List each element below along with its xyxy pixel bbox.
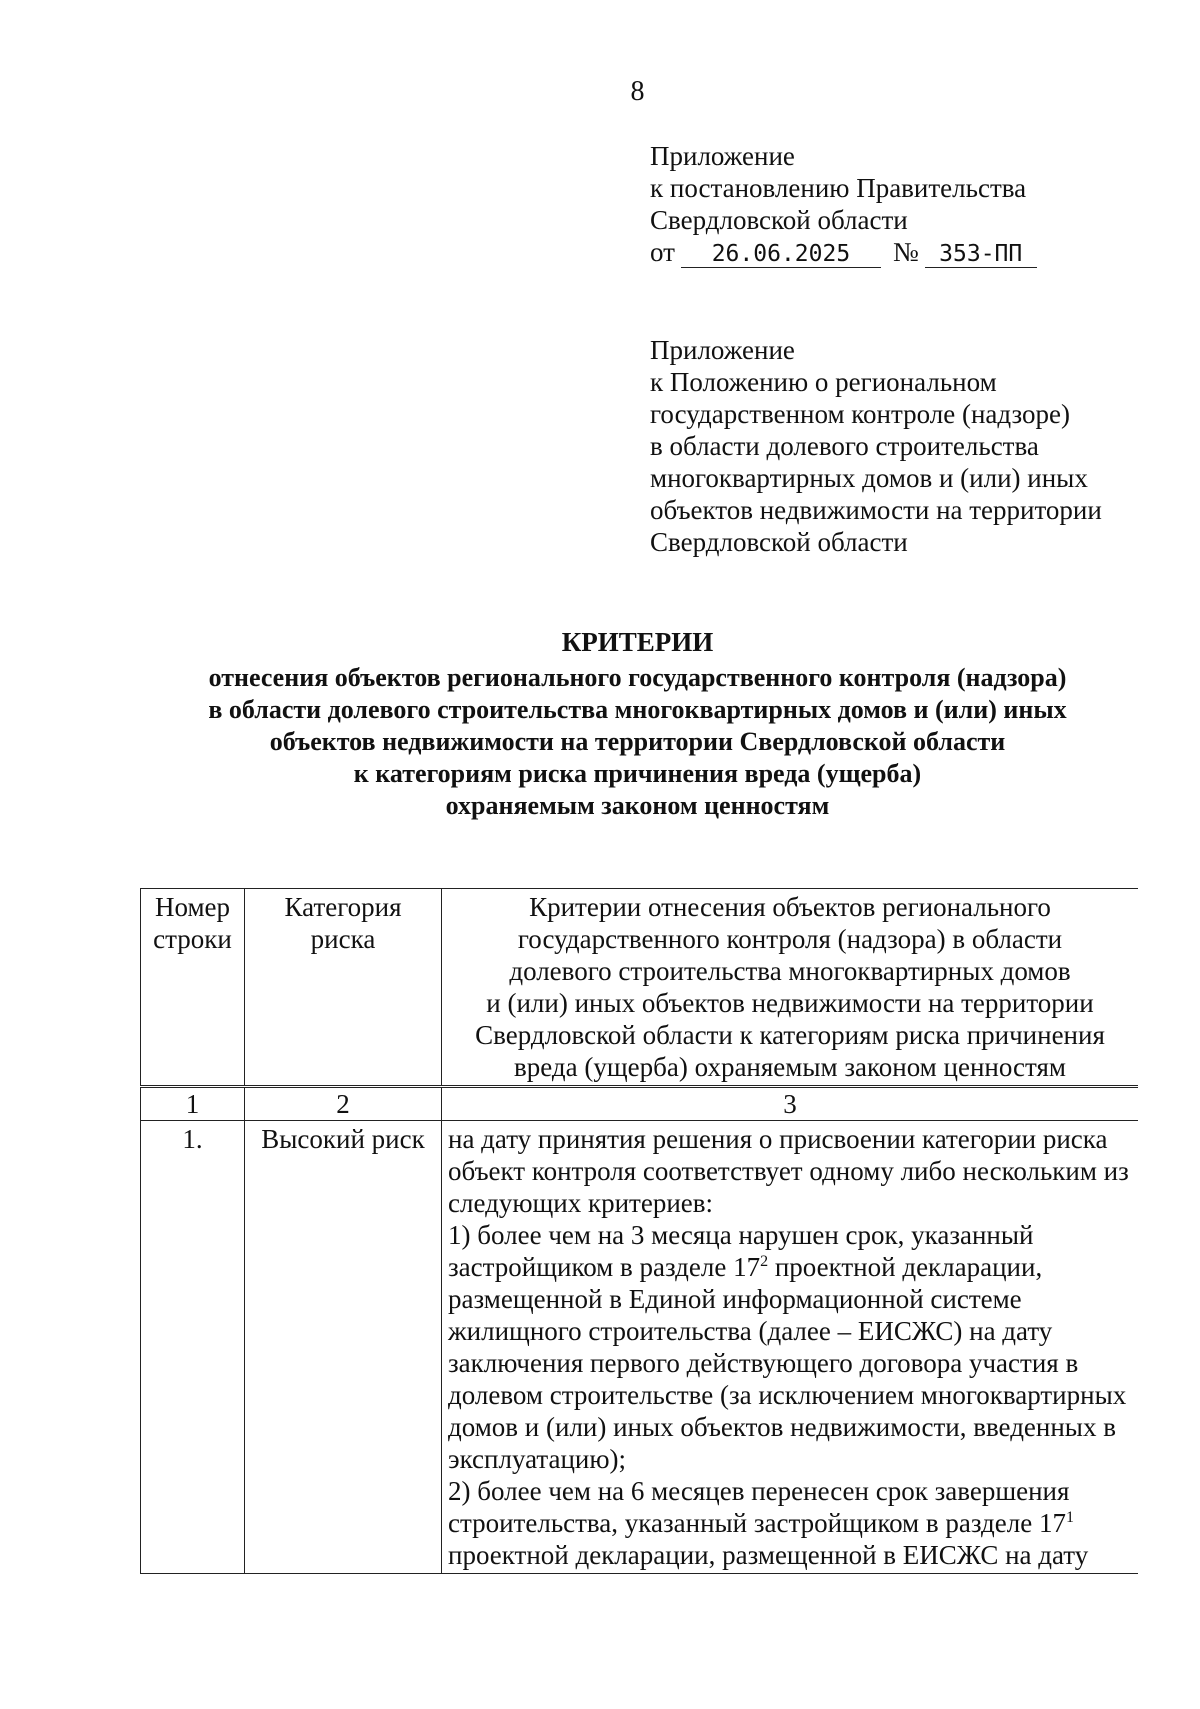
risk-category: Высокий риск: [245, 1121, 442, 1574]
criteria-text-part: проектной декларации, размещенной в Единой информационной системе жилищного строительства (далее – ЕИСЖС) на дату заключения первого действующего договора участия в долевом строительстве (за исключением многоквартирных домов и (или) иных объектов недвижимости, введенных в эксплуатацию);: [448, 1252, 1127, 1474]
number-sign: №: [892, 237, 919, 267]
section-superscript: 1: [1065, 1509, 1074, 1526]
table-row: [141, 1121, 1139, 1574]
title-line: в области долевого строительства многоквартирных домов и (или) иных: [208, 695, 1067, 724]
title-main: КРИТЕРИИ: [561, 627, 714, 657]
criteria-table-wrapper: [140, 888, 1138, 1593]
appendix-line: к Положению о региональном: [650, 367, 997, 397]
row-number: 1.: [141, 1121, 245, 1574]
appendix-line: Свердловской области: [650, 527, 908, 557]
column-number: 3: [442, 1087, 1139, 1121]
criteria-text: [442, 1121, 1139, 1574]
header-line: Свердловской области к категориям риска причинения: [475, 1020, 1105, 1050]
header-criteria: [442, 889, 1139, 1087]
title-line: охраняемым законом ценностям: [445, 791, 830, 820]
appendix-line: объектов недвижимости на территории: [650, 495, 1102, 525]
resolution-number: 353-ПП: [925, 241, 1037, 268]
header-line: вреда (ущерба) охраняемым законом ценностям: [514, 1052, 1066, 1082]
appendix-line: Приложение: [650, 335, 795, 365]
appendix-to-regulation: [650, 334, 1102, 558]
column-number: 2: [245, 1087, 442, 1121]
resolution-date: 26.06.2025: [681, 241, 881, 268]
appendix-line: Свердловской области: [650, 205, 908, 235]
appendix-line: в области долевого строительства: [650, 431, 1039, 461]
title-line: объектов недвижимости на территории Свердловской области: [269, 727, 1006, 756]
criteria-text-part: 1) более чем на 3 месяца нарушен срок, указанный застройщиком в разделе 17: [448, 1220, 1034, 1282]
header-line: и (или) иных объектов недвижимости на территории: [486, 988, 1094, 1018]
criteria-item-1: [448, 1219, 1132, 1475]
criteria-table: [140, 888, 1138, 1574]
column-number-row: [141, 1087, 1139, 1121]
header-line: строки: [153, 924, 232, 954]
header-risk-category: [245, 889, 442, 1087]
criteria-text-part: проектной декларации, размещенной в ЕИСЖС на дату: [448, 1540, 1089, 1570]
table-header-row: [141, 889, 1139, 1087]
from-label: от: [650, 237, 675, 267]
appendix-line: многоквартирных домов и (или) иных: [650, 463, 1088, 493]
column-number: 1: [141, 1087, 245, 1121]
header-line: Номер: [154, 892, 231, 922]
criteria-intro: на дату принятия решения о присвоении категории риска объект контроля соответствует одному либо нескольким из следующих критериев:: [448, 1124, 1129, 1218]
header-line: Критерии отнесения объектов регионального: [529, 892, 1051, 922]
appendix-line: государственном контроле (надзоре): [650, 399, 1070, 429]
criteria-text-part: 2) более чем на 6 месяцев перенесен срок завершения строительства, указанный застройщиком в разделе 17: [448, 1476, 1070, 1538]
header-line: Категория: [284, 892, 402, 922]
header-line: риска: [310, 924, 376, 954]
appendix-header: [650, 140, 1037, 268]
resolution-date-number-line: [650, 236, 1037, 268]
appendix-line: к постановлению Правительства: [650, 173, 1027, 203]
criteria-item-2: [448, 1475, 1132, 1571]
header-line: долевого строительства многоквартирных домов: [509, 956, 1071, 986]
appendix-line: Приложение: [650, 141, 795, 171]
header-line: государственного контроля (надзора) в области: [517, 924, 1063, 954]
page-number: 8: [630, 76, 645, 107]
title-line: отнесения объектов регионального государственного контроля (надзора): [208, 663, 1067, 692]
title-line: к категориям риска причинения вреда (ущерба): [353, 759, 922, 788]
document-title: [130, 626, 1145, 822]
section-superscript: 2: [760, 1253, 769, 1270]
header-row-number: [141, 889, 245, 1087]
